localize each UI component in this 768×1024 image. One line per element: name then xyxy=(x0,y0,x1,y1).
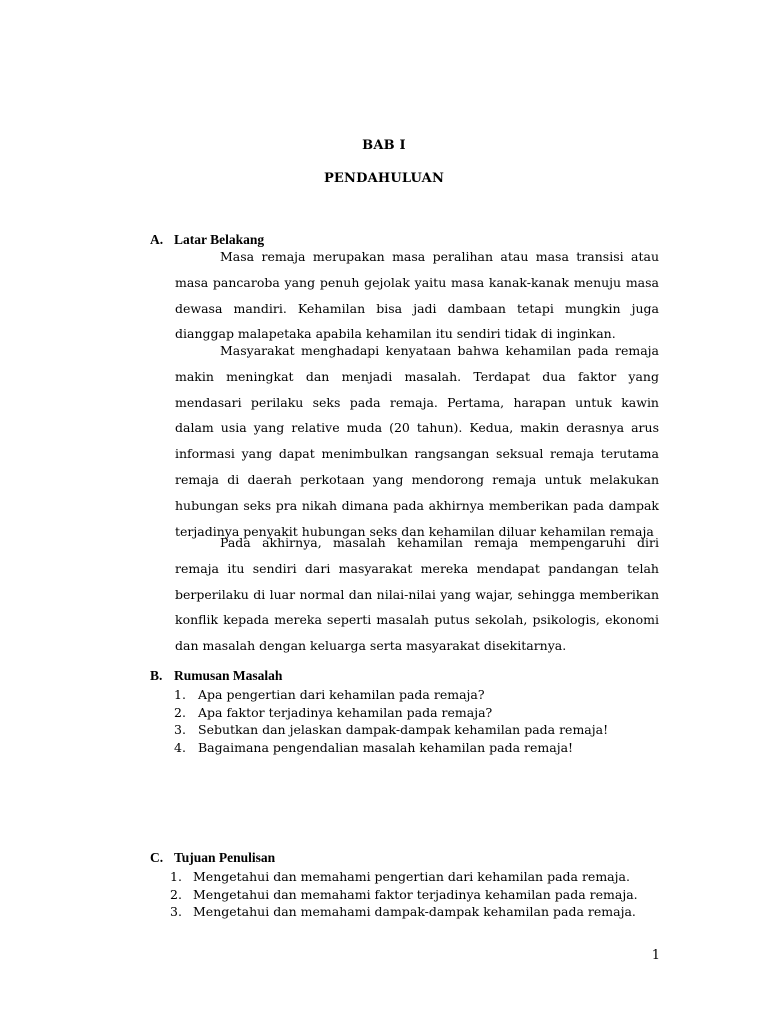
paragraph-1-text: Masa remaja merupakan masa peralihan atau masa transisi atau masa pancaroba yang penuh gejolak yaitu masa kanak-kanak menuju masa dewasa mandiri. Kehamilan bisa jadi dambaan tetapi mungkin juga dianggap malapetaka apabila kehamilan itu sendiri tidak di inginkan. xyxy=(175,249,659,342)
list-item-number: 2. xyxy=(170,886,182,902)
list-item xyxy=(170,868,638,886)
section-b-letter: B. xyxy=(150,668,163,683)
list-item xyxy=(174,686,608,704)
list-item-number: 3. xyxy=(170,904,182,919)
list-item xyxy=(170,886,638,904)
chapter-label: BAB I xyxy=(362,138,406,153)
list-item xyxy=(174,721,608,739)
section-c-title: Tujuan Penulisan xyxy=(174,850,276,865)
list-item-text: Apa faktor terjadinya kehamilan pada remaja? xyxy=(198,704,493,720)
list-item xyxy=(174,739,608,757)
section-c-letter: C. xyxy=(150,850,164,865)
section-b-title: Rumusan Masalah xyxy=(174,668,283,683)
paragraph-2 xyxy=(175,338,659,544)
list-item-number: 3. xyxy=(174,722,186,737)
list-item xyxy=(174,704,608,722)
list-item-number: 1. xyxy=(170,869,182,884)
list-item-number: 2. xyxy=(174,704,186,720)
page-number: 1 xyxy=(651,948,660,963)
list-item-text: Bagaimana pengendalian masalah kehamilan pada remaja! xyxy=(198,739,574,755)
section-b-heading xyxy=(150,668,282,684)
list-item-text: Mengetahui dan memahami dampak-dampak kehamilan pada remaja. xyxy=(193,904,636,919)
list-item-number: 1. xyxy=(174,687,186,702)
rumusan-masalah-list xyxy=(174,686,608,756)
list-item-text: Apa pengertian dari kehamilan pada remaja? xyxy=(198,687,485,702)
list-item-text: Mengetahui dan memahami pengertian dari kehamilan pada remaja. xyxy=(193,869,630,884)
section-a-letter: A. xyxy=(150,232,164,247)
paragraph-3 xyxy=(175,530,659,659)
paragraph-1 xyxy=(175,244,659,347)
list-item xyxy=(170,903,638,921)
list-item-number: 4. xyxy=(174,739,186,755)
paragraph-3-text: Pada akhirnya, masalah kehamilan remaja mempengaruhi diri remaja itu sendiri dari masyarakat mereka mendapat pandangan telah berperilaku di luar normal dan nilai-nilai yang wajar, sehingga memberikan konflik kepada mereka seperti masalah putus sekolah, psikologis, ekonomi dan masalah dengan keluarga serta masyarakat disekitarnya. xyxy=(175,535,659,654)
paragraph-2-text: Masyarakat menghadapi kenyataan bahwa kehamilan pada remaja makin meningkat dan menjadi masalah. Terdapat dua faktor yang mendasari perilaku seks pada remaja. Pertama, harapan untuk kawin dalam usia yang relative muda (20 tahun). Kedua, makin derasnya arus informasi yang dapat menimbulkan rangsangan seksual remaja terutama remaja di daerah perkotaan yang mendorong remaja untuk melakukan hubungan seks pra nikah dimana pada akhirnya memberikan pada dampak terjadinya penyakit hubungan seks dan kehamilan diluar kehamilan remaja xyxy=(175,343,659,539)
list-item-text: Sebutkan dan jelaskan dampak-dampak kehamilan pada remaja! xyxy=(198,722,609,737)
chapter-title: PENDAHULUAN xyxy=(323,171,445,186)
tujuan-penulisan-list xyxy=(170,868,638,921)
section-a-title: Latar Belakang xyxy=(174,232,265,247)
list-item-text: Mengetahui dan memahami faktor terjadinya kehamilan pada remaja. xyxy=(193,886,638,902)
section-c-heading xyxy=(150,850,275,866)
